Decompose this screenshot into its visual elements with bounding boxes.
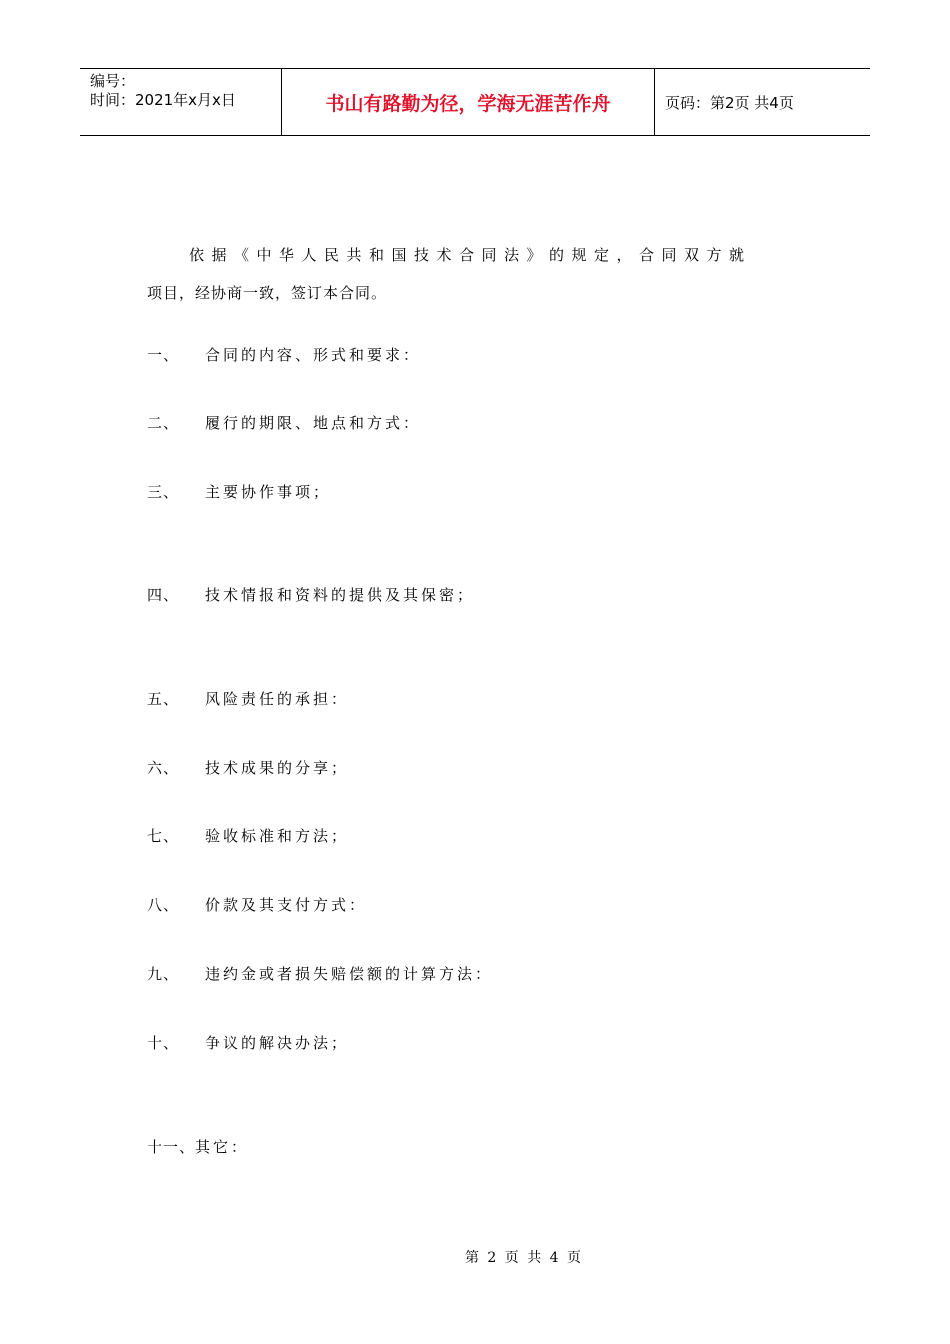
clause-number: 二、 <box>147 414 180 432</box>
clause-number: 十、 <box>147 1034 180 1052</box>
clause-9 <box>147 963 493 984</box>
clause-11 <box>147 1136 249 1157</box>
header-page-number: 页码：第2页 共4页 <box>665 93 794 112</box>
clause-text: 验收标准和方法； <box>205 827 350 845</box>
clause-number: 八、 <box>147 896 180 914</box>
clause-8 <box>147 894 367 915</box>
clause-7 <box>147 825 349 846</box>
clause-4 <box>147 584 475 605</box>
clause-text: 价款及其支付方式： <box>205 896 368 914</box>
clause-number: 十一、 <box>147 1138 196 1156</box>
intro-paragraph <box>147 236 807 312</box>
clause-text: 履行的期限、地点和方式： <box>205 414 422 432</box>
clause-number: 七、 <box>147 827 180 845</box>
clause-text: 技术成果的分享； <box>205 759 350 777</box>
clause-5 <box>147 688 349 709</box>
clause-10 <box>147 1032 349 1053</box>
intro-line-2: 项目，经协商一致，签订本合同。 <box>147 284 388 302</box>
page-header <box>80 68 870 136</box>
header-meta <box>80 69 282 135</box>
clause-text: 风险责任的承担： <box>205 690 350 708</box>
clause-text: 违约金或者损失赔偿额的计算方法： <box>205 965 494 983</box>
clause-number: 九、 <box>147 965 180 983</box>
clause-text: 争议的解决办法； <box>205 1034 350 1052</box>
clause-text: 合同的内容、形式和要求： <box>205 346 422 364</box>
clause-number: 一、 <box>147 346 180 364</box>
clause-number: 五、 <box>147 690 180 708</box>
intro-line-1: 依据《中华人民共和国技术合同法》的规定，合同双方就 <box>189 246 752 264</box>
clause-number: 六、 <box>147 759 180 777</box>
clause-text: 技术情报和资料的提供及其保密； <box>205 586 476 604</box>
clause-6 <box>147 757 349 778</box>
clause-text: 主要协作事项； <box>205 483 332 501</box>
clause-2 <box>147 412 421 433</box>
clause-1 <box>147 344 421 365</box>
clause-3 <box>147 481 331 502</box>
clause-number: 三、 <box>147 483 180 501</box>
clause-text: 其它： <box>195 1138 250 1156</box>
page-footer <box>0 1247 950 1267</box>
code-label: 编号： <box>90 72 136 90</box>
header-motto: 书山有路勤为径，学海无涯苦作舟 <box>282 69 655 135</box>
time-label: 时间：2021年x月x日 <box>90 91 236 109</box>
footer-page-number: 第 2 页 共 4 页 <box>464 1250 584 1266</box>
clause-number: 四、 <box>147 586 180 604</box>
